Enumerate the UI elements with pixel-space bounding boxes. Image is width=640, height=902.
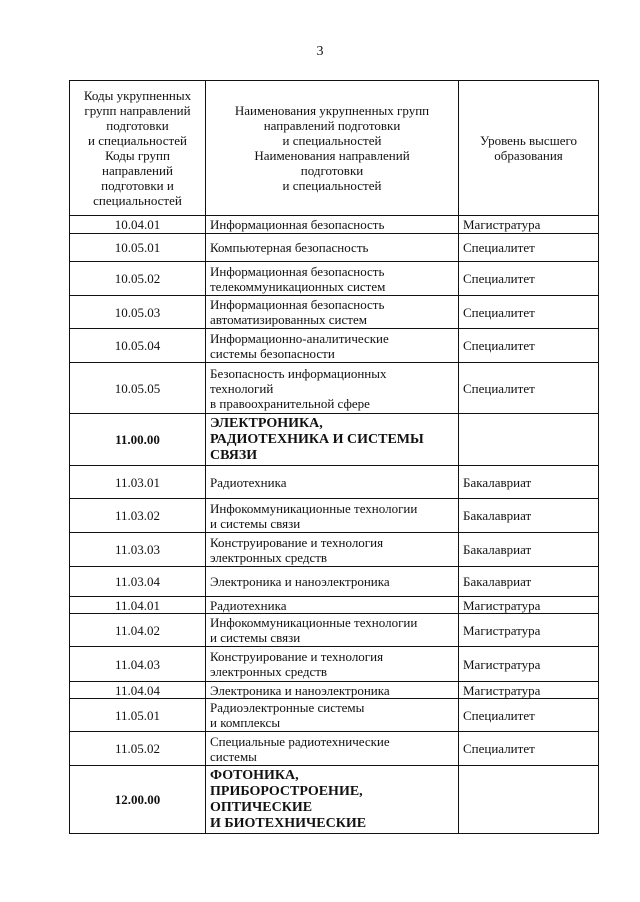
row-name-line: Информационно-аналитические — [210, 330, 389, 346]
row-code: 11.00.00 — [70, 414, 206, 466]
row-name-line: электронных средств — [210, 664, 328, 679]
row-education-level: Магистратура — [459, 597, 599, 614]
header-name-line: и специальностей — [282, 133, 382, 148]
row-name — [206, 216, 459, 234]
header-code-line: Коды укрупненных — [83, 88, 192, 103]
row-name-line: и системы связи — [210, 515, 301, 531]
row-education-level: Магистратура — [459, 216, 599, 234]
row-name-line: Компьютерная безопасность — [210, 240, 369, 255]
table-body — [70, 216, 599, 834]
row-name — [206, 732, 459, 766]
row-education-level: Бакалавриат — [459, 533, 599, 567]
row-name-line: ФОТОНИКА, — [210, 767, 299, 783]
row-name-line: телекоммуникационных систем — [210, 278, 386, 294]
row-name-line: СВЯЗИ — [210, 447, 258, 463]
row-code: 10.05.05 — [70, 363, 206, 414]
header-code-line: специальностей — [93, 193, 182, 208]
row-code: 11.03.02 — [70, 499, 206, 533]
table-row — [70, 296, 599, 329]
row-code: 11.05.02 — [70, 732, 206, 766]
header-code-line: и специальностей — [88, 133, 187, 148]
row-name — [206, 533, 459, 567]
row-name — [206, 234, 459, 262]
row-name-line: и комплексы — [210, 715, 281, 730]
row-education-level — [459, 766, 599, 834]
header-names — [206, 81, 459, 216]
row-code: 11.04.01 — [70, 597, 206, 614]
header-name-line: Наименования укрупненных групп — [234, 103, 430, 118]
table-row — [70, 329, 599, 363]
row-code: 10.05.01 — [70, 234, 206, 262]
directions-table — [69, 80, 599, 834]
table-row — [70, 533, 599, 567]
row-education-level: Бакалавриат — [459, 499, 599, 533]
row-name-line: Конструирование и технология — [210, 534, 384, 550]
table-row — [70, 597, 599, 614]
row-name-line: РАДИОТЕХНИКА И СИСТЕМЫ — [210, 431, 424, 447]
row-education-level: Бакалавриат — [459, 466, 599, 499]
row-name — [206, 466, 459, 499]
row-name-line: технологий — [210, 380, 274, 396]
row-education-level — [459, 414, 599, 466]
row-code: 11.04.02 — [70, 614, 206, 647]
header-codes — [70, 81, 206, 216]
header-name-line: Наименования направлений — [254, 148, 410, 163]
row-education-level: Бакалавриат — [459, 567, 599, 597]
row-name-line: Безопасность информационных — [210, 365, 387, 381]
row-code: 11.03.04 — [70, 567, 206, 597]
group-row — [70, 766, 599, 834]
row-code: 10.05.03 — [70, 296, 206, 329]
row-code: 11.04.03 — [70, 647, 206, 682]
row-name-line: ПРИБОРОСТРОЕНИЕ, — [210, 783, 363, 799]
row-name-line: Специальные радиотехнические — [210, 733, 390, 749]
row-education-level: Специалитет — [459, 329, 599, 363]
row-code: 10.04.01 — [70, 216, 206, 234]
row-education-level: Магистратура — [459, 614, 599, 647]
table-row — [70, 647, 599, 682]
row-name — [206, 766, 459, 834]
row-code: 11.05.01 — [70, 699, 206, 732]
row-name-line: Инфокоммуникационные технологии — [210, 500, 418, 516]
header-name-line: подготовки — [300, 163, 364, 178]
row-name — [206, 647, 459, 682]
header-name-line: направлений подготовки — [263, 118, 401, 133]
row-name — [206, 699, 459, 732]
row-education-level: Специалитет — [459, 296, 599, 329]
row-name — [206, 597, 459, 614]
table-row — [70, 216, 599, 234]
row-code: 12.00.00 — [70, 766, 206, 834]
row-name-line: электронных средств — [210, 549, 328, 565]
row-education-level: Специалитет — [459, 234, 599, 262]
row-education-level: Специалитет — [459, 262, 599, 296]
table-header-row — [70, 81, 599, 216]
row-name-line: Информационная безопасность — [210, 263, 385, 279]
row-name-line: Информационная безопасность — [210, 297, 385, 312]
row-name-line: И БИОТЕХНИЧЕСКИЕ — [210, 815, 367, 831]
row-name — [206, 414, 459, 466]
row-name — [206, 262, 459, 296]
table-row — [70, 699, 599, 732]
row-name-line: Радиоэлектронные системы — [210, 700, 365, 715]
header-level-line: Уровень высшего — [480, 133, 577, 148]
row-name-line: системы безопасности — [210, 345, 335, 361]
header-code-line: подготовки — [106, 118, 169, 133]
row-name — [206, 567, 459, 597]
row-code: 11.03.01 — [70, 466, 206, 499]
row-name-line: Конструирование и технология — [210, 649, 384, 664]
row-code: 11.03.03 — [70, 533, 206, 567]
row-name — [206, 363, 459, 414]
row-code: 11.04.04 — [70, 682, 206, 699]
table-row — [70, 234, 599, 262]
row-name — [206, 614, 459, 647]
header-code-line: подготовки и — [101, 178, 174, 193]
row-name — [206, 329, 459, 363]
row-education-level: Магистратура — [459, 647, 599, 682]
row-name-line: автоматизированных систем — [210, 312, 367, 327]
row-education-level: Специалитет — [459, 699, 599, 732]
row-name — [206, 499, 459, 533]
row-name-line: системы — [210, 748, 257, 764]
row-name-line: Электроника и наноэлектроника — [210, 574, 390, 589]
page-number: 3 — [316, 44, 324, 59]
row-name-line: ОПТИЧЕСКИЕ — [210, 799, 313, 815]
row-name — [206, 682, 459, 699]
row-name-line: Радиотехника — [210, 597, 287, 613]
table-row — [70, 567, 599, 597]
row-code: 10.05.02 — [70, 262, 206, 296]
row-name-line: и системы связи — [210, 630, 301, 645]
header-name-line: и специальностей — [282, 178, 382, 193]
header-code-line: групп направлений — [84, 103, 191, 118]
row-name-line: ЭЛЕКТРОНИКА, — [210, 415, 323, 431]
row-education-level: Специалитет — [459, 363, 599, 414]
table-row — [70, 262, 599, 296]
table-row — [70, 732, 599, 766]
row-name-line: Инфокоммуникационные технологии — [210, 615, 418, 630]
row-education-level: Магистратура — [459, 682, 599, 699]
row-name-line: в правоохранительной сфере — [210, 395, 370, 411]
row-name-line: Электроника и наноэлектроника — [210, 682, 390, 698]
header-education-level — [459, 81, 599, 216]
table-row — [70, 499, 599, 533]
row-name-line: Информационная безопасность — [210, 217, 385, 232]
row-name-line: Радиотехника — [210, 474, 287, 490]
table-row — [70, 363, 599, 414]
row-education-level: Специалитет — [459, 732, 599, 766]
header-code-line: направлений — [102, 163, 173, 178]
header-code-line: Коды групп — [105, 148, 170, 163]
group-row — [70, 414, 599, 466]
table-row — [70, 682, 599, 699]
table-row — [70, 614, 599, 647]
row-code: 10.05.04 — [70, 329, 206, 363]
table-row — [70, 466, 599, 499]
row-name — [206, 296, 459, 329]
header-level-line: образования — [494, 148, 563, 163]
